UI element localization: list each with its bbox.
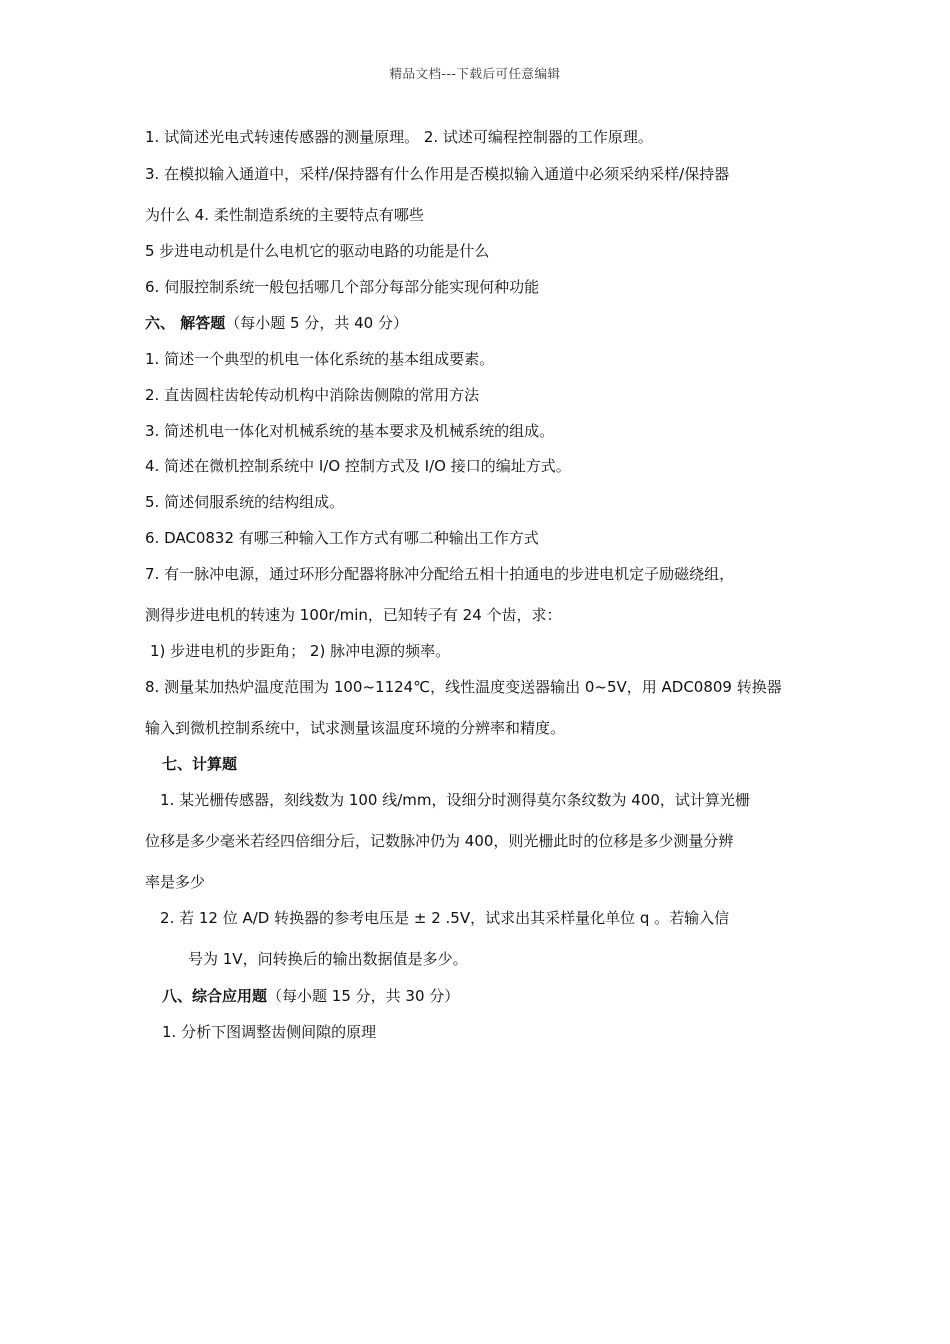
question-line: 1) 步进电机的步距角； 2) 脉冲电源的频率。 [150,642,451,660]
section-note: （每小题 15 分，共 30 分） [267,987,460,1005]
section-note: （每小题 5 分，共 40 分） [225,314,408,332]
question-line: 1. 试简述光电式转速传感器的测量原理。 2. 试述可编程控制器的工作原理。 [145,128,653,146]
question-line: 位移是多少毫米若经四倍细分后，记数脉冲仍为 400，则光栅此时的位移是多少测量分辨 [145,832,734,850]
question-line: 测得步进电机的转速为 100r/min，已知转子有 24 个齿，求： [145,606,562,624]
question-line: 为什么 4. 柔性制造系统的主要特点有哪些 [145,206,424,224]
section-heading-six [145,313,408,333]
question-line: 8. 测量某加热炉温度范围为 100~1124℃，线性温度变送器输出 0~5V，用 ADC0809 转换器 [145,678,782,696]
question-line: 2. 若 12 位 A/D 转换器的参考电压是 ± 2 .5V，试求出其采样量化单位 q 。若输入信 [160,909,730,927]
question-line: 3. 在模拟输入通道中，采样/保持器有什么作用是否模拟输入通道中必须采纳采样/保持器 [145,165,730,183]
question-line: 输入到微机控制系统中，试求测量该温度环境的分辨率和精度。 [145,719,566,737]
question-line: 7. 有一脉冲电源，通过环形分配器将脉冲分配给五相十拍通电的步进电机定子励磁绕组， [145,565,735,583]
page-header: 精品文档---下载后可任意编辑 [389,66,561,81]
question-line: 1. 某光栅传感器，刻线数为 100 线/mm，设细分时测得莫尔条纹数为 400，试计算光栅 [160,791,750,809]
question-line: 6. DAC0832 有哪三种输入工作方式有哪二种输出工作方式 [145,529,539,547]
question-line: 号为 1V，问转换后的输出数据值是多少。 [188,950,468,968]
question-line: 3. 简述机电一体化对机械系统的基本要求及机械系统的组成。 [145,422,555,440]
question-line: 4. 简述在微机控制系统中 I/O 控制方式及 I/O 接口的编址方式。 [145,457,571,475]
section-heading-eight [162,986,459,1006]
question-line: 1. 分析下图调整齿侧间隙的原理 [162,1023,377,1041]
question-line: 2. 直齿圆柱齿轮传动机构中消除齿侧隙的常用方法 [145,386,480,404]
question-line: 率是多少 [145,873,206,891]
question-line: 1. 简述一个典型的机电一体化系统的基本组成要素。 [145,350,495,368]
question-line: 6. 伺服控制系统一般包括哪几个部分每部分能实现何种功能 [145,278,540,296]
question-line: 5. 简述伺服系统的结构组成。 [145,493,345,511]
section-heading-seven: 七、计算题 [162,755,238,773]
question-line: 5 步进电动机是什么电机它的驱动电路的功能是什么 [145,242,490,260]
section-title: 八、综合应用题 [162,987,268,1005]
section-title: 六、 解答题 [145,314,226,332]
